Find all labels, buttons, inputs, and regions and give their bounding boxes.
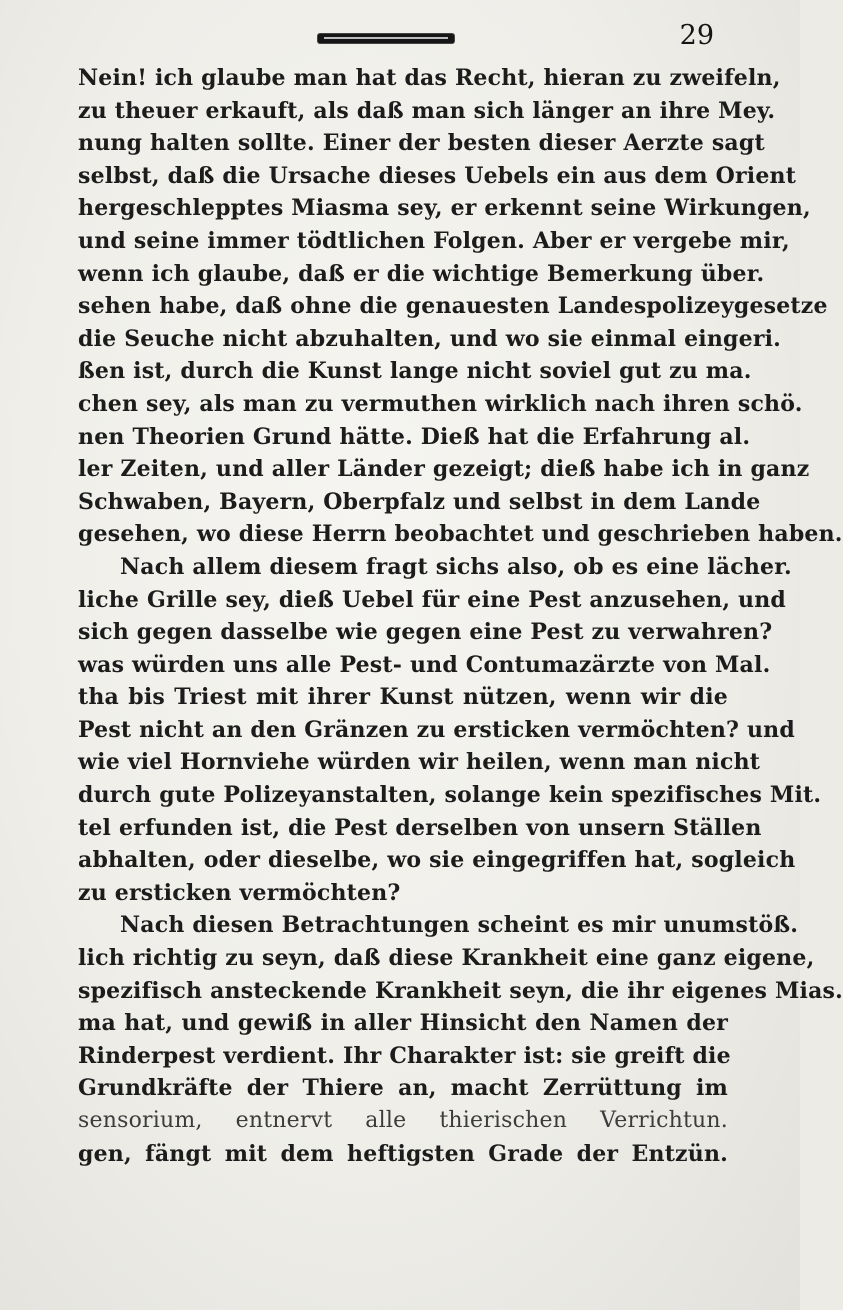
text-line: ßen ist, durch die Kunst lange nicht soviel gut zu ma. (78, 358, 752, 385)
text-line: Nach diesen Betrachtungen scheint es mir unumstöß. (120, 912, 799, 939)
paragraph (78, 909, 843, 1170)
text-line: lich richtig zu seyn, daß diese Krankheit eine ganz eigene, (78, 945, 815, 972)
text-line: ler Zeiten, und aller Länder gezeigt; dieß habe ich in ganz (78, 456, 810, 483)
text-line: abhalten, oder dieselbe, wo sie eingegriffen hat, sogleich (78, 847, 796, 874)
text-line: durch gute Polizeyanstalten, solange kein spezifisches Mit. (78, 782, 822, 809)
text-line: wenn ich glaube, daß er die wichtige Bemerkung über. (78, 260, 765, 287)
paragraph (78, 62, 843, 551)
text-line: chen sey, als man zu vermuthen wirklich nach ihren schö. (78, 390, 803, 417)
paragraph (78, 551, 822, 910)
text-line: gesehen, wo diese Herrn beobachtet und geschrieben haben. (78, 521, 843, 548)
text-line: zu ersticken vermöchten? (78, 879, 401, 906)
text-line: wie viel Hornviehe würden wir heilen, wenn man nicht (78, 749, 761, 776)
text-line: Grundkräfte der Thiere an, macht Zerrüttung im (78, 1075, 728, 1102)
text-line: was würden uns alle Pest- und Contumazärzte von Mal. (78, 651, 771, 678)
header-rule (318, 34, 454, 43)
text-line: spezifisch ansteckende Krankheit seyn, die ihr eigenes Mias. (78, 977, 843, 1004)
text-line: nung halten sollte. Einer der besten dieser Aerzte sagt (78, 130, 765, 157)
text-line: die Seuche nicht abzuhalten, und wo sie einmal eingeri. (78, 325, 782, 352)
text-line: nen Theorien Grund hätte. Dieß hat die Erfahrung al. (78, 423, 751, 450)
text-line: hergeschlepptes Miasma sey, er erkennt seine Wirkungen, (78, 195, 811, 222)
text-line: gen, fängt mit dem heftigsten Grade der Entzün. (78, 1140, 728, 1167)
text-line: ma hat, und gewiß in aller Hinsicht den Namen der (78, 1010, 728, 1037)
text-line: tha bis Triest mit ihrer Kunst nützen, wenn wir die (78, 684, 728, 711)
page-number: 29 (679, 20, 714, 51)
text-line: sich gegen dasselbe wie gegen eine Pest zu verwahren? (78, 619, 773, 646)
text-line: Nein! ich glaube man hat das Recht, hieran zu zweifeln, (78, 65, 781, 91)
body-text (78, 62, 843, 1170)
text-line: Nach allem diesem fragt sichs also, ob es eine lächer. (120, 553, 792, 580)
text-line: tel erfunden ist, die Pest derselben von unsern Ställen (78, 814, 762, 841)
text-line: Rinderpest verdient. Ihr Charakter ist: sie greift die (78, 1042, 731, 1069)
text-line: liche Grille sey, dieß Uebel für eine Pest anzusehen, und (78, 586, 787, 613)
text-line: Schwaben, Bayern, Oberpfalz und selbst in dem Lande (78, 488, 761, 515)
text-line: selbst, daß die Ursache dieses Uebels ein aus dem Orient (78, 162, 797, 189)
text-line: zu theuer erkauft, als daß man sich länger an ihre Mey. (78, 97, 776, 124)
text-line: Pest nicht an den Gränzen zu ersticken vermöchten? und (78, 716, 795, 743)
text-line: sehen habe, daß ohne die genauesten Landespolizeygesetze (78, 293, 828, 320)
text-line: sensorium, entnervt alle thierischen Verrichtun. (78, 1108, 728, 1133)
text-line: und seine immer tödtlichen Folgen. Aber er vergebe mir, (78, 227, 790, 254)
